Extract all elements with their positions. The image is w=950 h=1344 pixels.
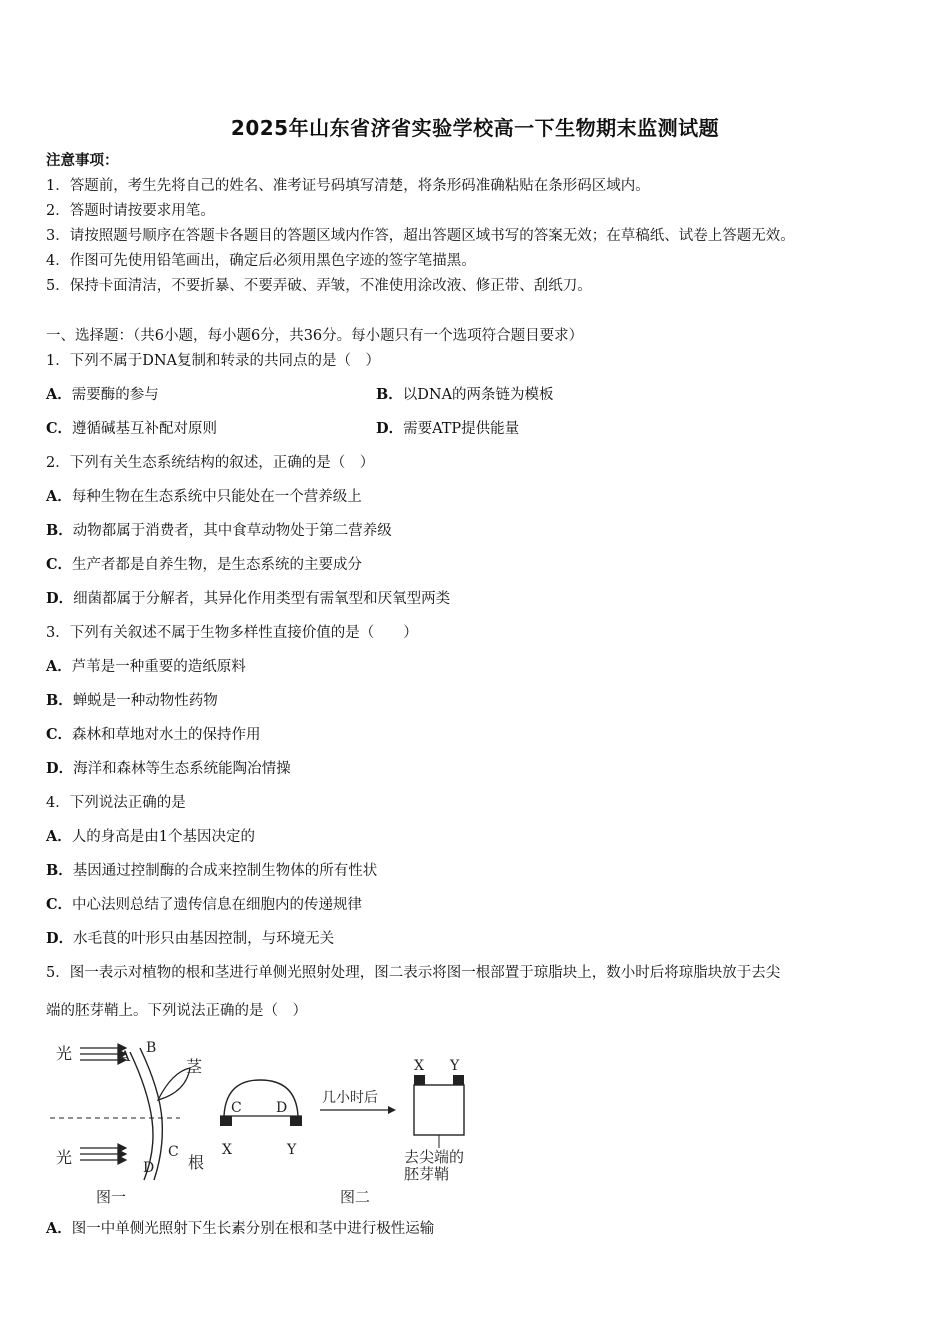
option-4b (46, 861, 377, 881)
option-3a (46, 657, 246, 677)
option-label: D． (46, 760, 74, 777)
agar-block-y (290, 1116, 302, 1126)
option-text: 蝉蜕是一种动物性药物 (72, 693, 218, 709)
notice-item: 4．作图可先使用铅笔画出，确定后必须用黑色字迹的签字笔描黑。 (46, 253, 476, 269)
figure-block-y: Y (287, 1142, 297, 1158)
section-heading: 一、选择题：（共6小题，每小题6分，共36分。每小题只有一个选项符合题目要求） (46, 328, 584, 344)
option-text: 细菌都属于分解者，其异化作用类型有需氧型和厌氧型两类 (73, 591, 451, 607)
figure-light-top-label: 光 (56, 1044, 73, 1063)
light-arrows-bottom (80, 1144, 126, 1164)
option-label: C． (46, 726, 73, 743)
option-4a (46, 827, 255, 847)
option-3c (46, 725, 261, 745)
figure-stem-label: 茎 (186, 1057, 203, 1076)
option-label: B． (376, 386, 403, 403)
option-text: 动物都属于消费者，其中食草动物处于第二营养级 (72, 523, 392, 539)
option-text: 水毛茛的叶形只由基因控制，与环境无关 (73, 931, 335, 947)
auxin-figure (40, 1030, 500, 1210)
option-label: A． (46, 1220, 72, 1237)
figure-light-bottom-label: 光 (56, 1148, 73, 1167)
figure-caption-2: 图二 (340, 1188, 371, 1206)
page-title: 2025年山东省济省实验学校高一下生物期末监测试题 (230, 116, 720, 140)
option-text: 需要酶的参与 (71, 387, 159, 403)
option-label: B． (46, 522, 73, 539)
agar-block-x (220, 1116, 232, 1126)
option-text: 基因通过控制酶的合成来控制生物体的所有性状 (72, 863, 378, 879)
option-label: D． (46, 930, 74, 947)
notice-item: 3．请按照题号顺序在答题卡各题目的答题区域内作答，超出答题区域书写的答案无效；在草稿纸、试卷上答题无效。 (46, 228, 795, 244)
option-text: 中心法则总结了遗传信息在细胞内的传递规律 (72, 897, 363, 913)
option-2c (46, 555, 362, 575)
figure-coleoptile-line1: 去尖端的 (404, 1148, 465, 1166)
figure-label-d: D (143, 1160, 155, 1176)
coleoptile-block-y (453, 1075, 464, 1085)
arrowhead-icon (388, 1106, 396, 1114)
figure-coleoptile-line2: 胚芽鞘 (404, 1165, 450, 1183)
option-label: A． (46, 828, 72, 845)
option-1b (376, 385, 554, 405)
option-label: B． (46, 692, 73, 709)
figure-label-a: A (120, 1049, 131, 1065)
question-stem-5-line1: 5．图一表示对植物的根和茎进行单侧光照射处理，图二表示将图一根部置于琼脂块上，数小时后将琼脂块放于去尖 (46, 965, 781, 981)
option-2b (46, 521, 392, 541)
option-text: 生产者都是自养生物，是生态系统的主要成分 (72, 557, 363, 573)
figure-label-b: B (146, 1040, 157, 1056)
option-text: 图一中单侧光照射下生长素分别在根和茎中进行极性运输 (71, 1221, 435, 1237)
option-text: 每种生物在生态系统中只能处在一个营养级上 (71, 489, 362, 505)
figure-root-label: 根 (188, 1153, 205, 1172)
option-text: 遵循碱基互补配对原则 (72, 421, 218, 437)
option-label: C． (46, 420, 73, 437)
question-stem-5-line2: 端的胚芽鞘上。下列说法正确的是（ ） (46, 1003, 307, 1019)
coleoptile-block-x (414, 1075, 425, 1085)
option-5a (46, 1219, 434, 1239)
option-label: A． (46, 386, 72, 403)
option-text: 需要ATP提供能量 (403, 421, 520, 437)
option-text: 芦苇是一种重要的造纸原料 (71, 659, 246, 675)
question-stem-1: 1．下列不属于DNA复制和转录的共同点的是（ ） (46, 353, 381, 369)
notice-item: 1．答题前，考生先将自己的姓名、准考证号码填写清楚，将条形码准确粘贴在条形码区域内。 (46, 178, 650, 194)
option-1d (376, 419, 519, 439)
option-text: 森林和草地对水土的保持作用 (72, 727, 261, 743)
figure-block-c: C (231, 1100, 242, 1116)
figure-caption-1: 图一 (96, 1188, 127, 1206)
option-2d (46, 589, 450, 609)
option-label: D． (46, 590, 74, 607)
figure-coleoptile-y: Y (450, 1058, 460, 1074)
option-label: A． (46, 488, 72, 505)
option-text: 以DNA的两条链为模板 (402, 387, 554, 403)
option-4c (46, 895, 362, 915)
option-label: A． (46, 658, 72, 675)
option-4d (46, 929, 334, 949)
option-text: 人的身高是由1个基因决定的 (71, 829, 255, 845)
figure-block-x: X (222, 1142, 232, 1158)
question-stem-2: 2．下列有关生态系统结构的叙述，正确的是（ ） (46, 455, 375, 471)
notice-heading: 注意事项： (46, 152, 119, 169)
notice-item: 5．保持卡面清洁，不要折暴、不要弄破、弄皱，不准使用涂改液、修正带、刮纸刀。 (46, 278, 592, 294)
figure-block-d: D (276, 1100, 288, 1116)
option-2a (46, 487, 362, 507)
notice-item: 2．答题时请按要求用笔。 (46, 203, 215, 219)
option-label: C． (46, 556, 73, 573)
option-1a (46, 385, 159, 405)
figure-arrow-text: 几小时后 (322, 1090, 378, 1106)
option-3d (46, 759, 291, 779)
question-stem-4: 4．下列说法正确的是 (46, 795, 186, 811)
figure-coleoptile-x: X (414, 1058, 424, 1074)
option-text: 海洋和森林等生态系统能陶冶情操 (73, 761, 291, 777)
option-3b (46, 691, 218, 711)
coleoptile-body (414, 1085, 464, 1135)
option-label: C． (46, 896, 73, 913)
option-label: B． (46, 862, 73, 879)
option-label: D． (376, 420, 404, 437)
option-1c (46, 419, 217, 439)
figure-label-c: C (168, 1144, 179, 1160)
question-stem-3: 3．下列有关叙述不属于生物多样性直接价值的是（ ） (46, 625, 418, 641)
